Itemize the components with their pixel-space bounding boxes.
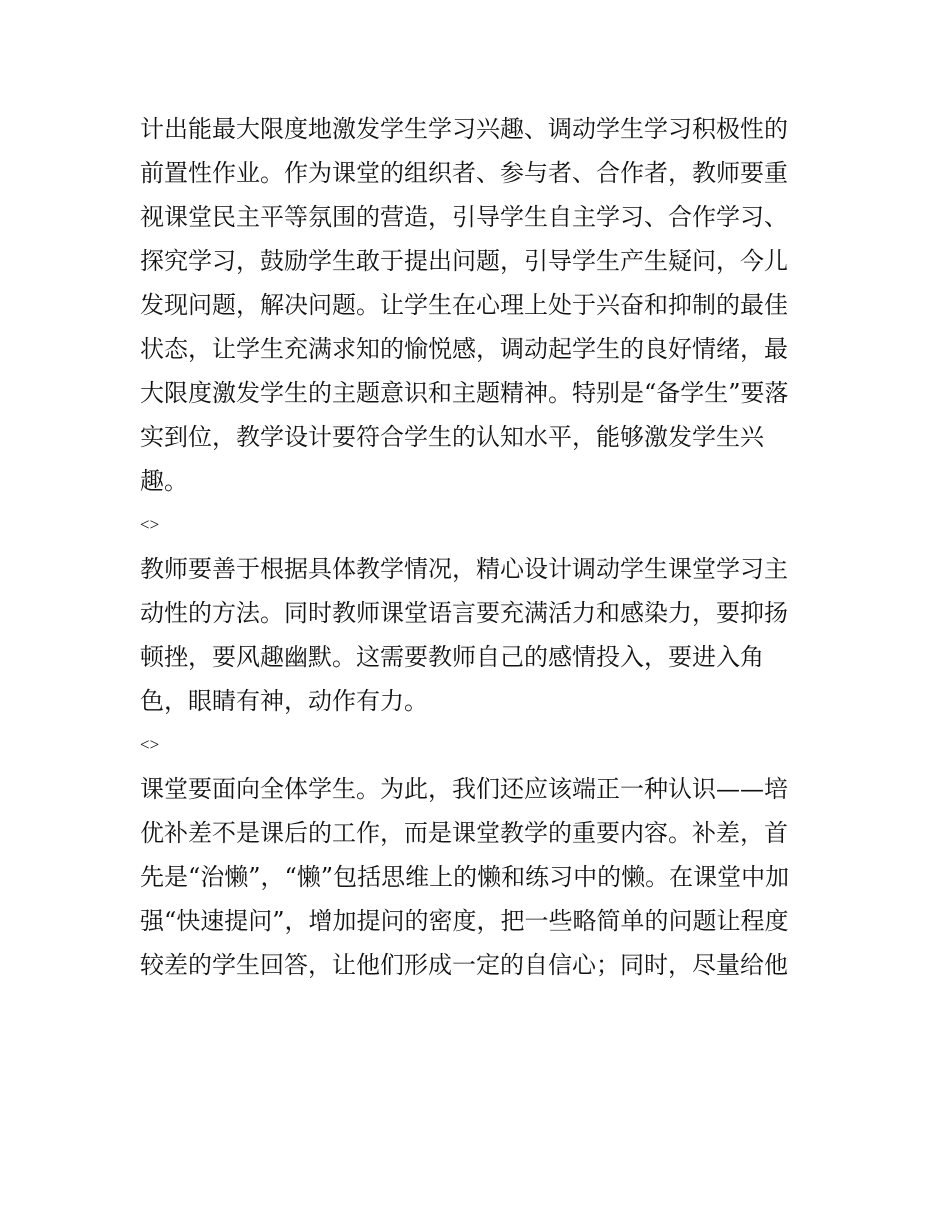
text-line: 较差的学生回答，让他们形成一定的自信心；同时，尽量给他 <box>140 951 788 979</box>
document-body <box>140 107 820 987</box>
text-line: 视课堂民主平等氛围的营造，引导学生自主学习、合作学习、 <box>140 203 788 231</box>
paragraph-3 <box>140 767 820 987</box>
text-line: 趣。 <box>140 467 188 495</box>
text-line: 大限度激发学生的主题意识和主题精神。特别是“备学生”要落 <box>140 379 789 407</box>
text-line: 强“快速提问”，增加提问的密度，把一些略简单的问题让程度 <box>140 907 789 935</box>
text-line: 发现问题，解决问题。让学生在心理上处于兴奋和抑制的最佳 <box>140 291 788 319</box>
text-line: 动性的方法。同时教师课堂语言要充满活力和感染力，要抑扬 <box>140 599 788 627</box>
section-marker: <> <box>140 515 160 534</box>
text-line: 状态，让学生充满求知的愉悦感，调动起学生的良好情绪，最 <box>140 335 788 363</box>
text-line: 前置性作业。作为课堂的组织者、参与者、合作者，教师要重 <box>140 159 788 187</box>
text-line: 课堂要面向全体学生。为此，我们还应该端正一种认识——培 <box>140 775 788 803</box>
section-marker: <> <box>140 735 160 754</box>
paragraph-2 <box>140 547 820 723</box>
text-line: 色，眼睛有神，动作有力。 <box>140 687 428 715</box>
text-line: 计出能最大限度地激发学生学习兴趣、调动学生学习积极性的 <box>140 115 788 143</box>
text-line: 顿挫，要风趣幽默。这需要教师自己的感情投入，要进入角 <box>140 643 764 671</box>
text-line: 先是“治懒”，“懒”包括思维上的懒和练习中的懒。在课堂中加 <box>140 863 790 891</box>
text-line: 探究学习，鼓励学生敢于提出问题，引导学生产生疑问，今儿 <box>140 247 788 275</box>
text-line: 教师要善于根据具体教学情况，精心设计调动学生课堂学习主 <box>140 555 788 583</box>
paragraph-1 <box>140 107 820 503</box>
text-line: 优补差不是课后的工作，而是课堂教学的重要内容。补差，首 <box>140 819 788 847</box>
text-line: 实到位，教学设计要符合学生的认知水平，能够激发学生兴 <box>140 423 764 451</box>
